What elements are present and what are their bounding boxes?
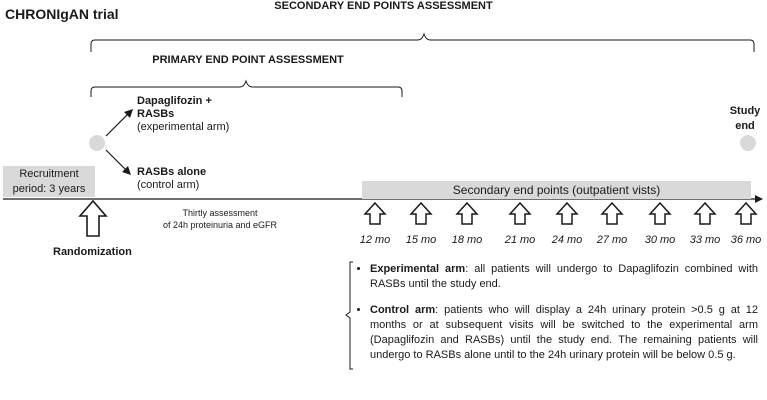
visit-arrow-icon <box>557 203 577 224</box>
recruitment-line2: period: 3 years <box>12 183 86 195</box>
experimental-arm-label <box>137 95 229 134</box>
month-label: 27 mo <box>596 234 628 246</box>
month-label: 30 mo <box>644 234 676 246</box>
thirtly-assessment-label <box>150 207 290 231</box>
control-arm-label <box>137 166 206 192</box>
timeline-arrowhead <box>755 195 763 203</box>
thirtly-line1: Thirtly assessment <box>182 208 258 218</box>
secondary-assessment-heading: SECONDARY END POINTS ASSESSMENT <box>274 0 493 12</box>
note-experimental-text: : all patients will undergo to Dapaglifozin combined with RASBs until the study end. <box>370 263 758 290</box>
note-experimental-label: Experimental arm <box>370 263 466 275</box>
visit-arrow-icon <box>695 203 715 224</box>
visit-arrow-icon <box>736 203 756 224</box>
notes-box <box>358 262 758 374</box>
branch-arrow-up <box>106 112 130 136</box>
month-label: 36 mo <box>730 234 762 246</box>
randomization-label: Randomization <box>53 246 132 258</box>
experimental-arm-line3: (experimental arm) <box>137 121 230 133</box>
branch-arrow-down <box>106 150 128 172</box>
visit-arrow-icon <box>650 203 670 224</box>
note-control <box>370 303 758 363</box>
experimental-arm-line2: RASBs <box>137 108 175 120</box>
month-label: 24 mo <box>551 234 583 246</box>
recruitment-line1: Recruitment <box>19 168 79 180</box>
control-arm-line2: (control arm) <box>137 179 200 191</box>
recruitment-period-box <box>3 166 95 197</box>
secondary-brace <box>91 34 754 52</box>
secondary-endpoints-bar: Secondary end points (outpatient vists) <box>362 181 751 199</box>
primary-assessment-heading: PRIMARY END POINT ASSESSMENT <box>152 54 344 66</box>
month-label: 12 mo <box>359 234 391 246</box>
month-label: 21 mo <box>504 234 536 246</box>
visit-arrow-icon <box>602 203 622 224</box>
visit-arrows <box>365 203 756 224</box>
visit-arrow-icon <box>411 203 431 224</box>
trial-title: CHRONIgAN trial <box>5 6 119 22</box>
visit-arrow-icon <box>457 203 477 224</box>
visit-arrow-icon <box>365 203 385 224</box>
notes-brace <box>346 262 353 369</box>
study-end-circle <box>740 135 756 151</box>
month-label: 33 mo <box>689 234 721 246</box>
month-label: 15 mo <box>405 234 437 246</box>
study-end-line2: end <box>735 120 755 132</box>
month-label: 18 mo <box>451 234 483 246</box>
note-control-text: : patients who will display a 24h urinary protein >0.5 g at 12 months or at subsequent visits will be switched to the experimental arm (Dapaglifozin and RASBs) until the study end. The remaining patients will undergo to RASBs alone until to the 24h urinary protein will be below 0.5 g. <box>370 304 759 361</box>
visit-arrow-icon <box>510 203 530 224</box>
thirtly-line2: of 24h proteinuria and eGFR <box>162 220 278 230</box>
randomization-circle <box>89 135 105 151</box>
study-end-line1: Study <box>729 105 761 117</box>
control-arm-line1: RASBs alone <box>137 166 207 178</box>
note-experimental <box>370 262 758 292</box>
note-control-label: Control arm <box>370 304 436 316</box>
randomization-arrow-icon <box>80 201 106 236</box>
experimental-arm-line1: Dapaglifozin + <box>137 95 212 107</box>
study-end-label <box>722 104 767 134</box>
